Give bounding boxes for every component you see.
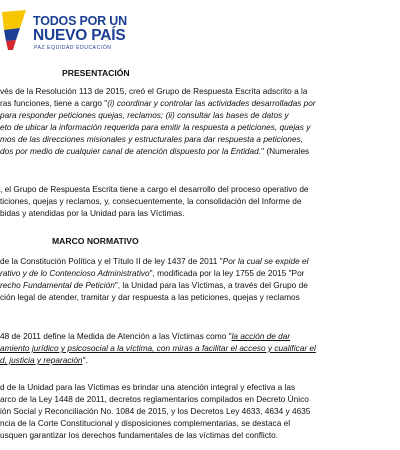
logo-line-2: NUEVO PAÍS [33, 27, 126, 44]
paragraph-line: amiento jurídico y psicosocial a la víctima, con miras a facilitar el acceso y cualificar el [0, 343, 316, 353]
paragraph-line: ción legal de atender, tramitar y dar respuesta a las peticiones, quejas y reclamos [0, 292, 300, 302]
paragraph-line: ticiones, quejas y reclamos, y, consecuentemente, la consolidación del Informe de [0, 196, 302, 206]
section-heading-marco-normativo: MARCO NORMATIVO [52, 236, 139, 246]
paragraph-line: 48 de 2011 define la Medida de Atención a las Víctimas como "la acción de dar [0, 331, 291, 341]
paragraph-line: vés de la Resolución 113 de 2015, creó el Grupo de Respuesta Escrita adscrito a la [0, 86, 308, 96]
paragraph-line: rativo y de lo Contencioso Administrativo", modificada por la ley 1755 de 2015 "Por [0, 268, 305, 278]
paragraph-line: ras funciones, tiene a cargo "(i) coordinar y controlar las actividades desarrolladas por [0, 98, 316, 108]
colombia-flag-mark-icon [0, 8, 30, 52]
paragraph-line: arco de la Ley 1448 de 2011, decretos reglamentarios compilados en Decreto Único [0, 394, 309, 404]
logo-line-1: TODOS POR UN [33, 14, 127, 28]
paragraph-line: de la Constitución Política y el Título II de ley 1437 de 2011 "Por la cual se expide el [0, 256, 309, 266]
todos-por-un-nuevo-pais-logo [0, 4, 127, 52]
paragraph-line: ncia de la Corte Constitucional y disposiciones complementarias, se destaca el [0, 418, 291, 428]
paragraph-line: dos por medio de cualquier canal de atención dispuesto por la Entidad." (Numerales [0, 146, 310, 156]
paragraph-line: bidas y atendidas por la Unidad para las Víctimas. [0, 208, 185, 218]
paragraph-line: eto de ubicar la información requerida para emitir la respuesta a peticiones, quejas y [0, 122, 311, 132]
logo-tagline: PAZ EQUIDAD EDUCACIÓN [34, 45, 112, 51]
paragraph-line: , el Grupo de Respuesta Escrita tiene a cargo el desarrollo del proceso operativo de [0, 184, 309, 194]
paragraph-line: mos de las direcciones misionales y estructurales para dar respuesta a peticiones, [0, 134, 303, 144]
paragraph-line: d, justicia y reparación". [0, 355, 88, 365]
paragraph-line: d de la Unidad para las Víctimas es brindar una atención integral y efectiva a las [0, 382, 296, 392]
paragraph-line: para responder peticiones quejas, reclamos; (ii) consultar las bases de datos y [0, 110, 289, 120]
paragraph-line: recho Fundamental de Petición", la Unidad para las Víctimas, a través del Grupo de [0, 280, 308, 290]
paragraph-line: ión Social y Reconciliación No. 1084 de 2015, y los Decretos Ley 4633, 4634 y 4635 [0, 406, 311, 416]
section-heading-presentacion: PRESENTACIÓN [62, 68, 130, 78]
paragraph-line: usquen garantizar los derechos fundamentales de las víctimas del conflicto. [0, 430, 279, 440]
